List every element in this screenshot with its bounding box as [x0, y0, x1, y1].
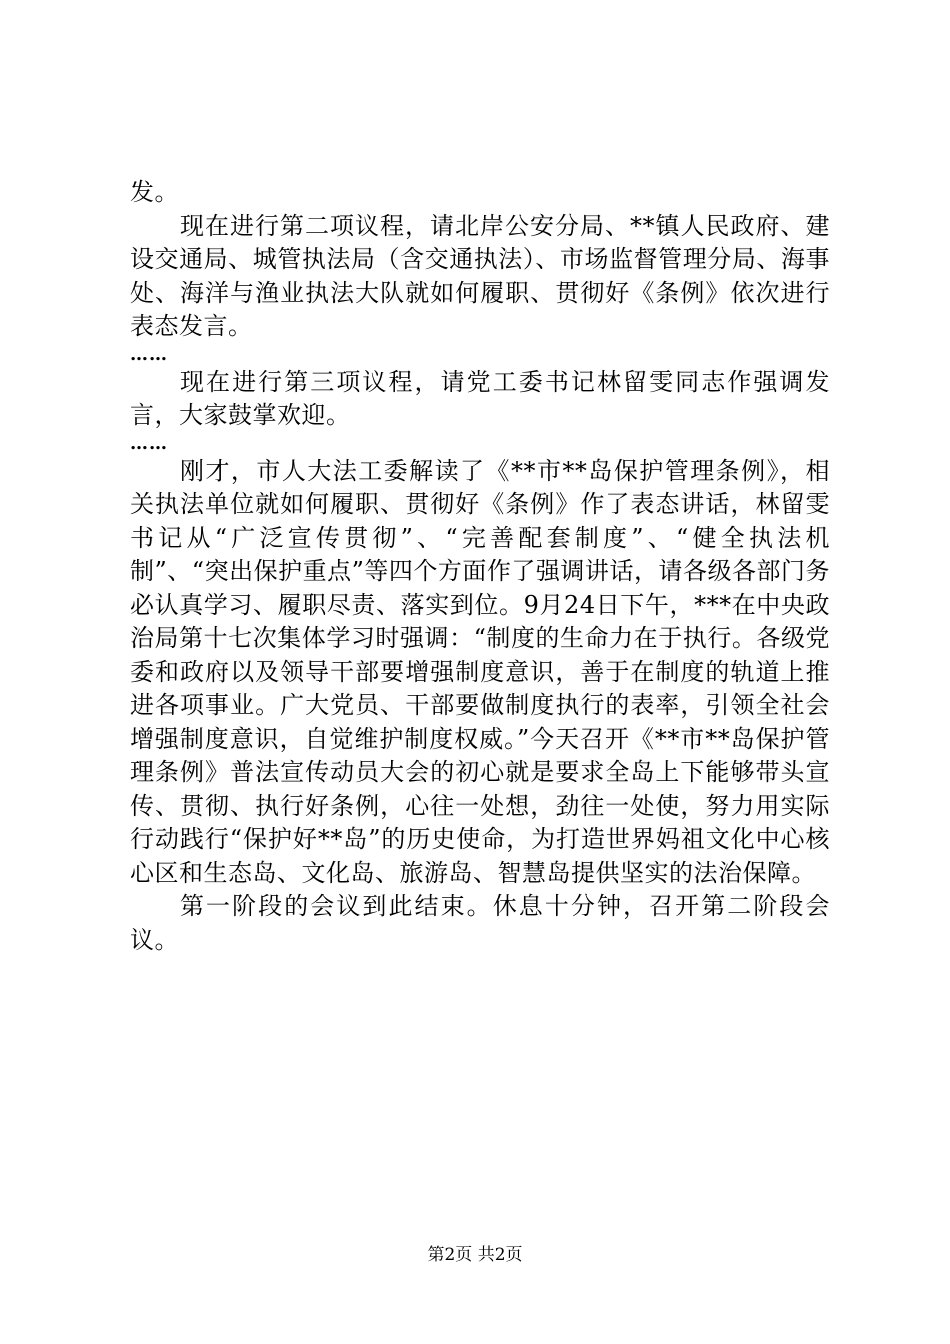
ellipsis-marker: ……	[130, 343, 168, 365]
page-footer	[0, 1244, 950, 1266]
paragraph-closing: 第一阶段的会议到此结束。休息十分钟，召开第二阶段会议。	[130, 892, 830, 954]
paragraph-agenda-three: 现在进行第三项议程，请党工委书记林留雯同志作强调发言，大家鼓掌欢迎。	[130, 367, 830, 429]
page-number: 第2页 共2页	[427, 1245, 523, 1265]
document-body	[130, 176, 830, 957]
paragraph-summary: 刚才，市人大法工委解读了《**市**岛保护管理条例》，相关执法单位就如何履职、贯彻好《条例》作了表态讲话，林留雯书记从“广泛宣传贯彻”、“完善配套制度”、“健全执法机制”、“突出保护重点”等四个方面作了强调讲话，请各级各部门务必认真学习、履职尽责、落实到位。9月24日下午，***在中央政治局第十七次集体学习时强调：“制度的生命力在于执行。各级党委和政府以及领导干部要增强制度意识，善于在制度的轨道上推进各项事业。广大党员、干部要做制度执行的表率，引领全社会增强制度意识，自觉维护制度权威。”今天召开《**市**岛保护管理条例》普法宣传动员大会的初心就是要求全岛上下能够带头宣传、贯彻、执行好条例，心往一处想，劲往一处使，努力用实际行动践行“保护好**岛”的历史使命，为打造世界妈祖文化中心核心区和生态岛、文化岛、旅游岛、智慧岛提供坚实的法治保障。	[130, 456, 830, 887]
paragraph-agenda-two: 现在进行第二项议程，请北岸公安分局、**镇人民政府、建设交通局、城管执法局（含交通执法）、市场监督管理分局、海事处、海洋与渔业执法大队就如何履职、贯彻好《条例》依次进行表态发言。	[130, 211, 830, 340]
paragraph-continuation: 发。	[130, 178, 179, 206]
ellipsis-marker: ……	[130, 432, 168, 454]
